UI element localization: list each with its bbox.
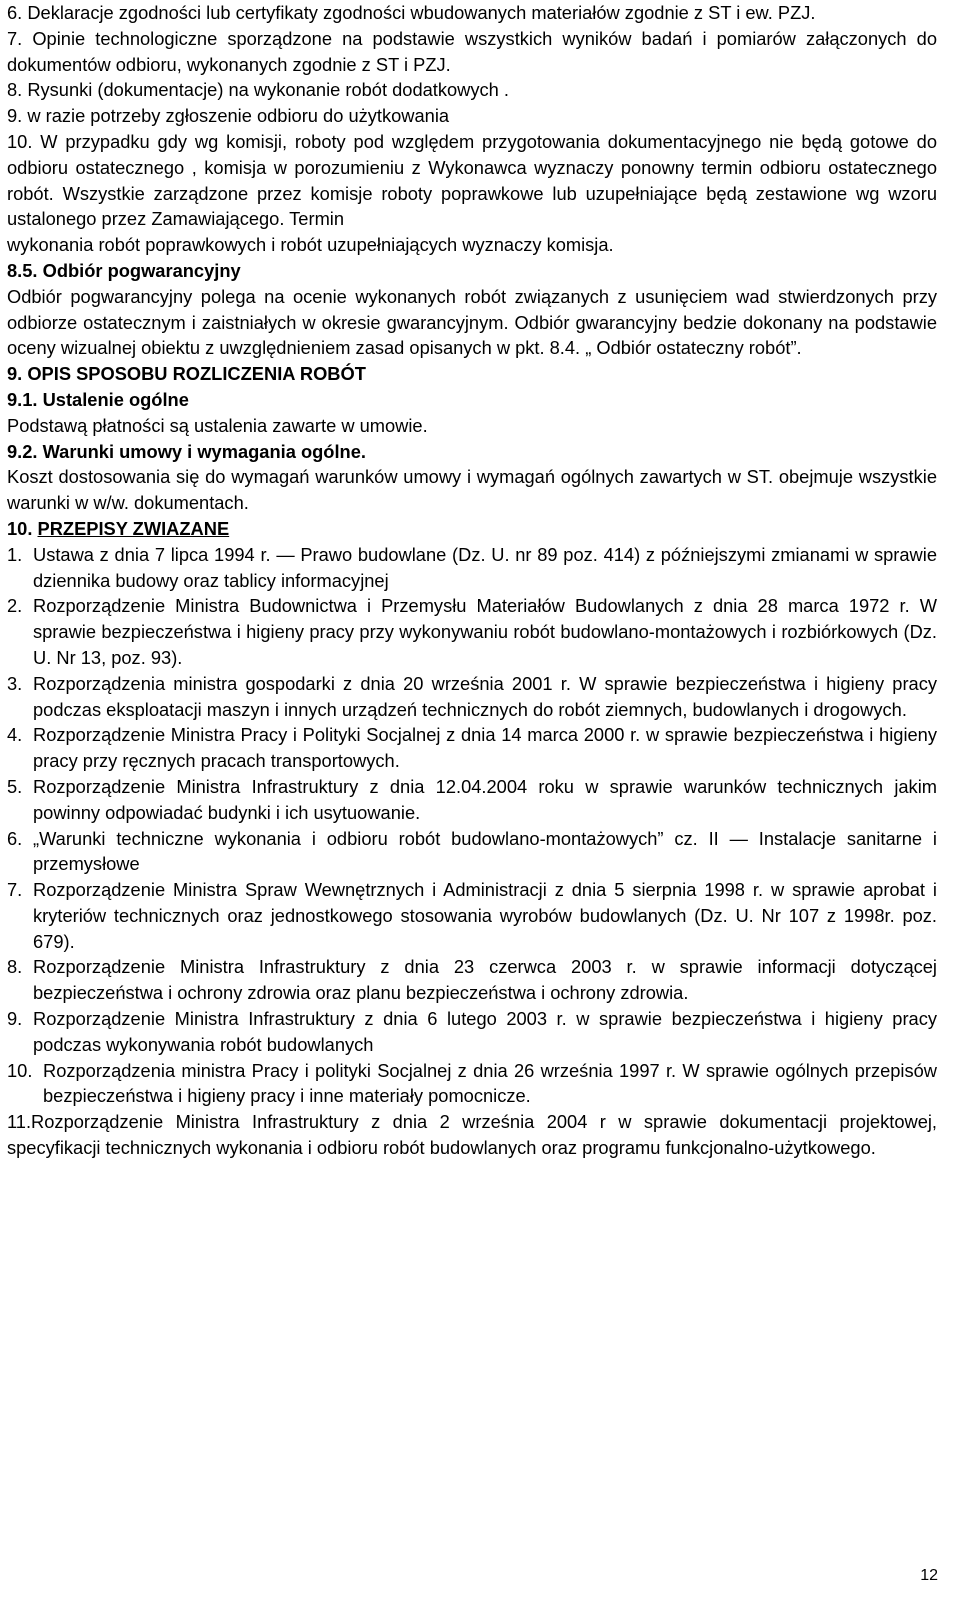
list-item	[7, 954, 937, 1006]
list-item-number: 5.	[7, 775, 23, 797]
list-item-text: Rozporządzenia ministra Pracy i polityki Socjalnej z dnia 26 września 1997 r. W sprawie ogólnych przepisów bezpieczeństwa i higieny pracy i inne materiały pomocnicze.	[43, 1059, 937, 1107]
list-item	[7, 826, 937, 878]
list-item-number: 9.	[7, 1008, 23, 1030]
list-item-number: 8.	[7, 956, 23, 978]
list-item	[7, 542, 937, 594]
section-9-2-heading	[7, 439, 937, 465]
list-item-number: 3.	[7, 672, 23, 694]
section-10-heading	[7, 516, 937, 542]
intro-item-6: 6. Deklaracje zgodności lub certyfikaty zgodności wbudowanych materiałów zgodnie z ST i ew. PZJ.	[7, 2, 816, 23]
list-item-number: 2.	[7, 595, 23, 617]
section-9-heading: 9. OPIS SPOSOBU ROZLICZENIA ROBÓT	[7, 363, 366, 385]
document-page	[7, 0, 937, 1161]
section-8-5-number: 8.5.	[7, 259, 38, 281]
regulations-list	[7, 542, 937, 1110]
list-item-text: Rozporządzenie Ministra Infrastruktury z dnia 6 lutego 2003 r. w sprawie bezpieczeństwa i higieny pracy podczas wykonywania robót budowlanych	[33, 1008, 937, 1055]
section-9-1-number: 9.1.	[7, 388, 38, 410]
list-item-text: Rozporządzenie Ministra Spraw Wewnętrznych i Administracji z dnia 5 sierpnia 1998 r. w sprawie aprobat i kryteriów technicznych oraz jednostkowego stosowania wyrobów budowlanych (Dz. U. Nr 107 z 1998r. poz. 679).	[33, 879, 937, 952]
list-item-text: Rozporządzenie Ministra Infrastruktury z dnia 23 czerwca 2003 r. w sprawie informacji dotyczącej bezpieczeństwa i ochrony zdrowia oraz planu bezpieczeństwa i ochrony zdrowia.	[33, 956, 937, 1004]
intro-item-10-continuation: wykonania robót poprawkowych i robót uzupełniających wyznaczy komisja.	[7, 234, 614, 256]
list-item-number: 7.	[7, 879, 23, 901]
list-item	[7, 774, 937, 826]
list-item	[7, 722, 937, 774]
list-item	[7, 877, 937, 954]
list-item-text: Rozporządzenie Ministra Pracy i Polityki Socjalnej z dnia 14 marca 2000 r. w sprawie bezpieczeństwa i higieny pracy przy ręcznych pracach transportowych.	[33, 724, 937, 772]
list-item	[7, 593, 937, 670]
list-item-text: Rozporządzenie Ministra Infrastruktury z dnia 12.04.2004 roku w sprawie warunków technicznych jakim powinny odpowiadać budynki i ich usytuowanie.	[33, 775, 937, 823]
section-10-number: 10.	[7, 517, 33, 539]
section-9-1-body: Podstawą płatności są ustalenia zawarte w umowie.	[7, 414, 428, 436]
page-number: 12	[920, 1567, 938, 1584]
list-item-text: Rozporządzenia ministra gospodarki z dnia 20 września 2001 r. W sprawie bezpieczeństwa i higieny pracy podczas eksploatacji maszyn i innych urządzeń technicznych do robót ziemnych, budowlanych i drogowych.	[33, 672, 937, 720]
intro-item-7: 7. Opinie technologiczne sporządzone na podstawie wszystkich wyników badań i pomiarów załączonych do dokumentów odbioru, wykonanych zgodnie z ST i PZJ.	[7, 27, 937, 75]
section-10-title: PRZEPISY ZWIAZANE	[37, 517, 230, 539]
section-9-2-number: 9.2.	[7, 440, 38, 462]
list-item-text: Rozporządzenie Ministra Budownictwa i Przemysłu Materiałów Budowlanych z dnia 28 marca 1972 r. W sprawie bezpieczeństwa i higieny pracy przy wykonywaniu robót budowlano-montażowych i rozbiórkowych (Dz. U. Nr 13, poz. 93).	[33, 595, 937, 668]
list-item-text: „Warunki techniczne wykonania i odbioru robót budowlano-montażowych” cz. II — Instalacje sanitarne i przemysłowe	[33, 827, 937, 875]
intro-item-9: 9. w razie potrzeby zgłoszenie odbioru do użytkowania	[7, 105, 450, 127]
section-8-5-body: Odbiór pogwarancyjny polega na ocenie wykonanych robót związanych z usunięciem wad stwierdzonych przy odbiorze ostatecznym i zaistniałych w okresie gwarancyjnym. Odbiór gwarancyjny bedzie dokonany na podstawie oceny wizualnej obiektu z uwzględnieniem zasad opisanych w pkt. 8.4. „ Odbiór ostateczny robót”.	[7, 285, 937, 359]
list-item	[7, 1058, 937, 1110]
list-item	[7, 1006, 937, 1058]
list-item-number: 6.	[7, 827, 23, 849]
section-9-1-heading	[7, 387, 937, 413]
list-item-number: 4.	[7, 724, 23, 746]
list-item-number: 1.	[7, 543, 23, 565]
list-item-number: 10.	[7, 1059, 33, 1081]
section-9-2-title: Warunki umowy i wymagania ogólne.	[42, 440, 366, 462]
section-9-1-title: Ustalenie ogólne	[42, 388, 189, 410]
section-8-5-heading	[7, 258, 937, 284]
list-item	[7, 671, 937, 723]
regulation-item-11: 11.Rozporządzenie Ministra Infrastruktury z dnia 2 września 2004 r w sprawie dokumentacji projektowej, specyfikacji technicznych wykonania i odbioru robót budowlanych oraz programu funkcjonalno-użytkowego.	[7, 1111, 937, 1159]
section-9-2-body: Koszt dostosowania się do wymagań warunków umowy i wymagań ogólnych zawartych w ST. obejmuje wszystkie warunki w w/w. dokumentach.	[7, 466, 937, 514]
section-8-5-title: Odbiór pogwarancyjny	[42, 259, 241, 281]
intro-item-8: 8. Rysunki (dokumentacje) na wykonanie robót dodatkowych .	[7, 79, 509, 101]
intro-item-10: 10. W przypadku gdy wg komisji, roboty pod względem przygotowania dokumentacyjnego nie będą gotowe do odbioru ostatecznego , komisja w porozumieniu z Wykonawca wyznaczy ponowny termin odbioru ostatecznego robót. Wszystkie zarządzone przez komisje roboty poprawkowe lub uzupełniające będą zestawione wg wzoru ustalonego przez Zamawiającego. Termin	[7, 130, 937, 230]
list-item-text: Ustawa z dnia 7 lipca 1994 r. — Prawo budowlane (Dz. U. nr 89 poz. 414) z późniejszymi zmianami w sprawie dziennika budowy oraz tablicy informacyjnej	[33, 543, 937, 591]
